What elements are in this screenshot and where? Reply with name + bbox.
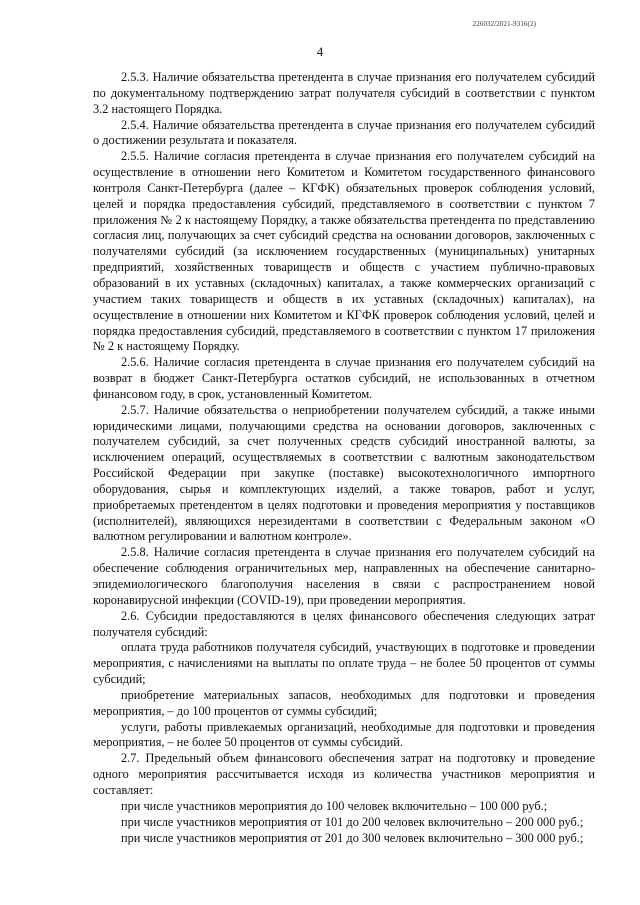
paragraph-2-5-5: 2.5.5. Наличие согласия претендента в случае признания его получателем субсидий на осуществление в отношении него Комитетом и Комитетом государственного финансового контроля Санкт-Петербурга (далее – КГФК) обязательных проверок соблюдения условий, целей и порядка предоставления субсидий, представляемого в соответствии с пунктом 7 приложения № 2 к настоящему Порядку, а также обязательства претендента по представлению согласия лиц, получающих за счет субсидий средства на основании договоров, заключенных с получателями субсидий (за исключением государственных (муниципальных) унитарных предприятий, хозяйственных товариществ и обществ с участием публично-правовых образований в их уставных (складочных) капиталах, а также коммерческих организаций с участием таких товариществ и обществ в их уставных (складочных) капиталах), на осуществление в отношении них Комитетом и КГФК проверок соблюдения условий, целей и порядка предоставления субсидий, представляемого в соответствии с пунктом 17 приложения № 2 к настоящему Порядку.: [93, 149, 595, 354]
paragraph-2-6: 2.6. Субсидии предоставляются в целях финансового обеспечения следующих затрат получателя субсидий:: [93, 608, 595, 639]
paragraph-2-5-3: 2.5.3. Наличие обязательства претендента в случае признания его получателем субсидий по документальному подтверждению затрат получателя субсидий в соответствии с пунктом 3.2 настоящего Порядка.: [93, 70, 595, 116]
document-body: [93, 70, 595, 846]
list-item-limit-200: при числе участников мероприятия от 101 до 200 человек включительно – 200 000 руб.;: [121, 814, 584, 829]
paragraph-2-5-8: 2.5.8. Наличие согласия претендента в случае признания его получателем субсидий на обеспечение соблюдения ограничительных мер, направленных на обеспечение санитарно-эпидемиологического благополучия населения в связи с распространением новой коронавирусной инфекции (COVID-19), при проведении мероприятия.: [93, 545, 595, 607]
list-item-limit-300: при числе участников мероприятия от 201 до 300 человек включительно – 300 000 руб.;: [121, 830, 584, 845]
paragraph-2-5-6: 2.5.6. Наличие согласия претендента в случае признания его получателем субсидий на возврат в бюджет Санкт-Петербурга остатков субсидий, не использованных в отчетном финансовом году, в срок, установленный Комитетом.: [93, 355, 595, 401]
paragraph-2-5-7: 2.5.7. Наличие обязательства о неприобретении получателем субсидий, а также иными юридическими лицами, получающими средства на основании договоров, заключенных с получателем субсидий, за счет полученных средств субсидий иностранной валюты, за исключением операций, осуществляемых в соответствии с валютным законодательством Российской Федерации при закупке (поставке) высокотехнологичного импортного оборудования, сырья и комплектующих изделий, а также товаров, работ и услуг, приобретаемых претендентом в целях подготовки и проведения мероприятия у поставщиков (исполнителей), являющихся нерезидентами в соответствии с Федеральным законом «О валютном регулировании и валютном контроле».: [93, 402, 595, 544]
document-registration-number: 226032/2021-9316(2): [472, 20, 536, 28]
paragraph-2-7: 2.7. Предельный объем финансового обеспечения затрат на подготовку и проведение одного мероприятия рассчитывается исходя из количества участников мероприятия и составляет:: [93, 751, 595, 797]
paragraph-2-5-4: 2.5.4. Наличие обязательства претендента в случае признания его получателем субсидий о достижении результата и показателя.: [93, 117, 595, 148]
list-item-services: услуги, работы привлекаемых организаций, необходимые для подготовки и проведения мероприятия, – не более 50 процентов от суммы субсидий.: [93, 719, 595, 750]
list-item-materials: приобретение материальных запасов, необходимых для подготовки и проведения мероприятия, – до 100 процентов от суммы субсидий;: [93, 687, 595, 718]
list-item-limit-100: при числе участников мероприятия до 100 человек включительно – 100 000 руб.;: [121, 798, 548, 813]
list-item-labor-costs: оплата труда работников получателя субсидий, участвующих в подготовке и проведении мероприятия, с начислениями на выплаты по оплате труда – не более 50 процентов от суммы субсидий;: [93, 640, 595, 687]
page-number: 4: [316, 44, 324, 59]
